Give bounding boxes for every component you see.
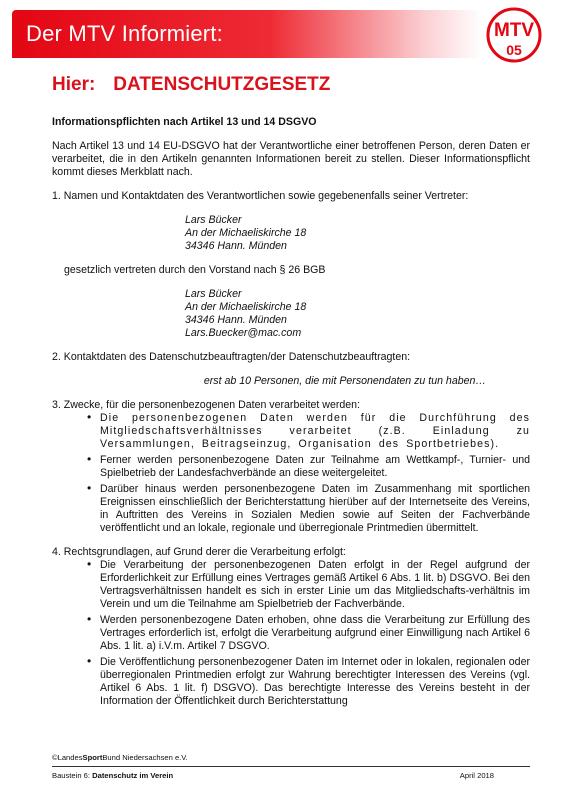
represented-note: gesetzlich vertreten durch den Vorstand nach § 26 BGB (64, 264, 326, 276)
representative-address (185, 288, 530, 340)
subtitle: Informationspflichten nach Artikel 13 und 14 DSGVO (52, 116, 317, 128)
list-item: • Darüber hinaus werden personenbezogene Daten im Zusammenhang mit sportlichen Ereignissen einschließlich der Berichterstattung hierüber auf der Internetseite des Vereins, in Auftritten des Vereins in Sozialen Medien sowie auf Seiten der Fachverbände veröffentlicht und an lokale, regionale und überregionale Printmedien übermittelt. (87, 481, 530, 534)
address-line: 34346 Hann. Münden (185, 314, 287, 326)
footer-date: April 2018 (459, 771, 494, 780)
section-3-title: 3. Zwecke, für die personenbezogenen Daten verarbeitet werden: (52, 399, 360, 411)
heading-title: DATENSCHUTZGESETZ (113, 74, 331, 95)
section-2-title: 2. Kontaktdaten des Datenschutzbeauftragten/der Datenschutzbeauftragten: (52, 351, 411, 363)
list-item: • Die Verarbeitung der personenbezogenen Daten erfolgt in der Regel aufgrund der Erforderlichkeit zur Erfüllung eines Vertrages gemäß Artikel 6 Abs. 1 lit. b) DSGVO. Bei den Vertragsverhältnissen handelt es sich in erster Linie um das Mitgliedschafts-verhältnis im Verein und um die Teilnahme am Spielbetrieb der Fachverbände. (87, 557, 530, 610)
document-body (52, 116, 530, 719)
section-4-list (52, 559, 530, 708)
footer-module (52, 771, 530, 780)
page-heading (52, 74, 330, 96)
module-label: Baustein 6: (52, 771, 90, 780)
logo-number: 05 (506, 42, 522, 58)
address-line: An der Michaeliskirche 18 (185, 227, 307, 239)
address-line: An der Michaeliskirche 18 (185, 301, 307, 313)
section-4 (52, 546, 530, 708)
section-1-title: 1. Namen und Kontaktdaten des Verantwortlichen sowie gegebenenfalls seiner Vertreter: (52, 190, 469, 202)
section-2 (52, 351, 530, 388)
list-item: • Die personenbezogenen Daten werden für die Durchführung des Mitgliedschaftsverhältnisses verarbeitet (z.B. Einladung zu Versammlungen, Beitragseinzug, Organisation des Sportbetriebes). (87, 410, 530, 450)
list-item: • Werden personenbezogene Daten erhoben, ohne dass die Verarbeitung zur Erfüllung des Vertrages erforderlich ist, erfolgt die Verarbeitung aufgrund einer Einwilligung nach Artikel 6 Abs. 1 lit. a) i.V.m. Artikel 7 DSGVO. (87, 612, 530, 652)
header-banner (12, 10, 482, 58)
section-1 (52, 190, 530, 340)
module-title: Datenschutz im Verein (92, 771, 174, 780)
banner-title: Der MTV Informiert: (26, 21, 223, 46)
logo-letters: MTV (493, 20, 535, 41)
address-line: 34346 Hann. Münden (185, 240, 287, 252)
mtv-logo (484, 6, 544, 64)
address-line: Lars Bücker (185, 288, 242, 300)
section-3 (52, 399, 530, 535)
address-line: Lars Bücker (185, 214, 242, 226)
list-item: • Ferner werden personenbezogene Daten zur Teilnahme am Wettkampf-, Turnier- und Spielbetrieb der Landesfachverbände an diese weitergeleitet. (87, 452, 530, 479)
heading-prefix: Hier: (52, 74, 96, 95)
responsible-address (185, 214, 530, 253)
footer-copyright: ©LandesSportBund Niedersachsen e.V. (52, 753, 530, 767)
section-2-note: erst ab 10 Personen, die mit Personendaten zu tun haben… (203, 375, 486, 387)
section-4-title: 4. Rechtsgrundlagen, auf Grund derer die Verarbeitung erfolgt: (52, 546, 346, 558)
section-3-list (52, 412, 530, 535)
intro-paragraph: Nach Artikel 13 und 14 EU-DSGVO hat der Verantwortliche einer betroffenen Person, deren Daten er verarbeitet, die in den Artikeln genannten Informationen bereit zu stellen. Dieser Informationspflicht kommt dieses Merkblatt nach. (52, 140, 530, 178)
list-item: • Die Veröffentlichung personenbezogener Daten im Internet oder in lokalen, regionalen oder überregionalen Printmedien erfolgt zur Wahrung berechtigter Interessen des Vereins (vgl. Artikel 6 Abs. 1 lit. f) DSGVO). Das berechtigte Interesse des Vereins besteht in der Information der Öffentlichkeit durch Berichterstattung (87, 654, 530, 707)
email-line: Lars.Buecker@mac.com (185, 327, 302, 339)
